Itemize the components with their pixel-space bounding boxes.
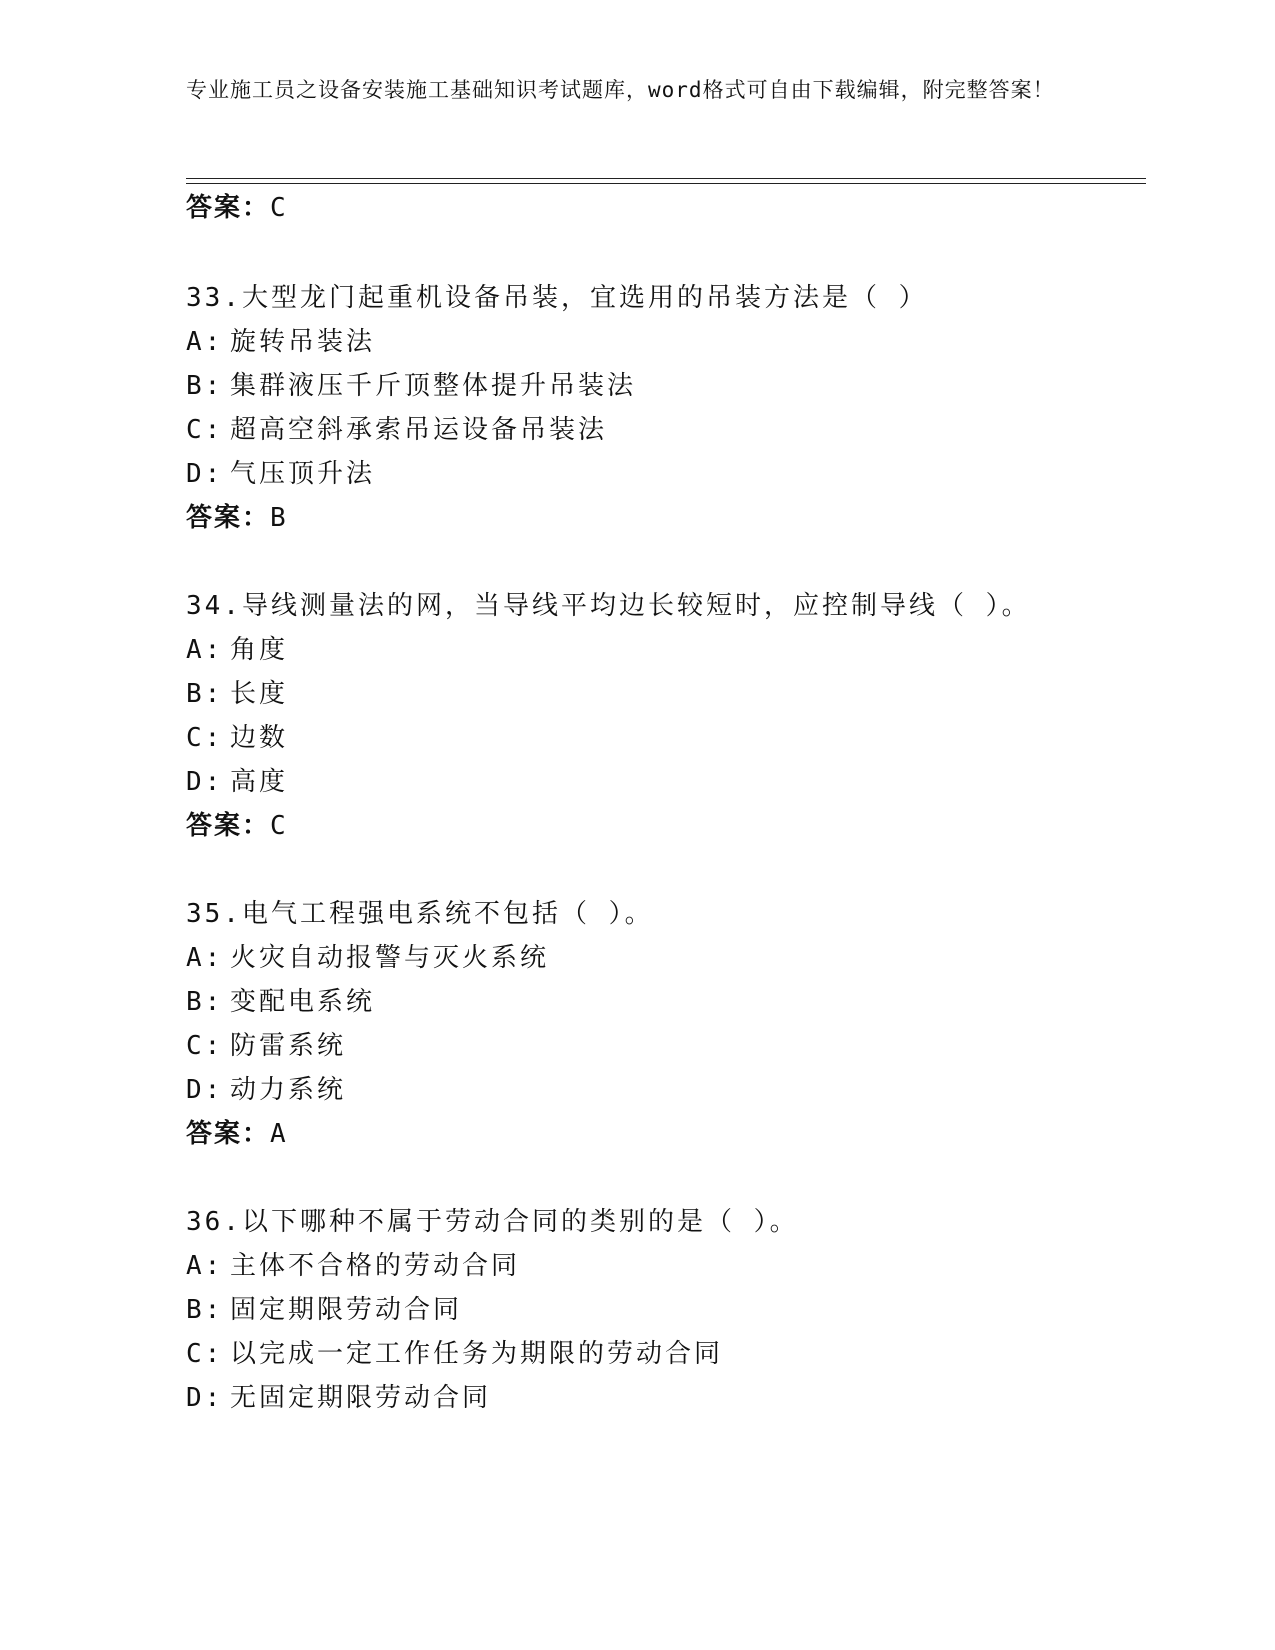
option-text: 长度 xyxy=(230,679,289,709)
question-stem-34: 34.导线测量法的网，当导线平均边长较短时，应控制导线（ ）。 xyxy=(186,591,1031,621)
option-34-a xyxy=(186,635,288,665)
option-text: 旋转吊装法 xyxy=(230,327,376,357)
option-34-b xyxy=(186,679,288,709)
answer-label: 答案： xyxy=(186,193,271,223)
option-34-d xyxy=(186,767,288,797)
option-key: D: xyxy=(186,1075,224,1105)
option-key: C: xyxy=(186,1339,224,1369)
option-36-a xyxy=(186,1251,520,1281)
question-stem-33: 33.大型龙门起重机设备吊装，宜选用的吊装方法是（ ） xyxy=(186,283,928,313)
answer-33 xyxy=(186,503,288,533)
option-key: C: xyxy=(186,415,224,445)
option-text: 超高空斜承索吊运设备吊装法 xyxy=(230,415,608,445)
option-34-c xyxy=(186,723,288,753)
option-36-b xyxy=(186,1295,462,1325)
question-stem-36: 36.以下哪种不属于劳动合同的类别的是（ ）。 xyxy=(186,1207,799,1237)
answer-label: 答案： xyxy=(186,1119,271,1149)
option-33-a xyxy=(186,327,375,357)
option-key: B: xyxy=(186,1295,224,1325)
option-text: 主体不合格的劳动合同 xyxy=(230,1251,521,1281)
option-36-c xyxy=(186,1339,723,1369)
answer-label: 答案： xyxy=(186,811,271,841)
option-key: A: xyxy=(186,635,224,665)
option-text: 气压顶升法 xyxy=(230,459,376,489)
option-text: 变配电系统 xyxy=(230,987,376,1017)
option-33-d xyxy=(186,459,375,489)
option-key: B: xyxy=(186,679,224,709)
option-36-d xyxy=(186,1383,491,1413)
option-35-d xyxy=(186,1075,346,1105)
option-key: D: xyxy=(186,459,224,489)
option-text: 固定期限劳动合同 xyxy=(230,1295,463,1325)
answer-value: C xyxy=(270,193,288,223)
option-key: B: xyxy=(186,371,224,401)
option-text: 以完成一定工作任务为期限的劳动合同 xyxy=(230,1339,724,1369)
option-key: D: xyxy=(186,1383,224,1413)
header-divider-top xyxy=(186,178,1146,179)
option-33-b xyxy=(186,371,636,401)
answer-value: C xyxy=(270,811,288,841)
option-key: B: xyxy=(186,987,224,1017)
question-stem-35: 35.电气工程强电系统不包括（ ）。 xyxy=(186,899,654,929)
document-header: 专业施工员之设备安装施工基础知识考试题库，word格式可自由下载编辑，附完整答案！ xyxy=(186,78,1055,102)
option-text: 火灾自动报警与灭火系统 xyxy=(230,943,550,973)
option-text: 动力系统 xyxy=(230,1075,347,1105)
answer-35 xyxy=(186,1119,288,1149)
option-key: C: xyxy=(186,1031,224,1061)
option-key: D: xyxy=(186,767,224,797)
answer-34 xyxy=(186,811,288,841)
option-key: A: xyxy=(186,1251,224,1281)
option-text: 无固定期限劳动合同 xyxy=(230,1383,492,1413)
option-33-c xyxy=(186,415,607,445)
option-35-b xyxy=(186,987,375,1017)
header-divider-bottom xyxy=(186,183,1146,184)
answer-value: B xyxy=(270,503,288,533)
option-35-c xyxy=(186,1031,346,1061)
option-text: 边数 xyxy=(230,723,289,753)
previous-answer xyxy=(186,193,288,223)
option-text: 高度 xyxy=(230,767,289,797)
option-key: A: xyxy=(186,943,224,973)
option-text: 集群液压千斤顶整体提升吊装法 xyxy=(230,371,637,401)
option-key: A: xyxy=(186,327,224,357)
option-35-a xyxy=(186,943,549,973)
answer-value: A xyxy=(270,1119,288,1149)
answer-label: 答案： xyxy=(186,503,271,533)
option-text: 防雷系统 xyxy=(230,1031,347,1061)
option-key: C: xyxy=(186,723,224,753)
option-text: 角度 xyxy=(230,635,289,665)
